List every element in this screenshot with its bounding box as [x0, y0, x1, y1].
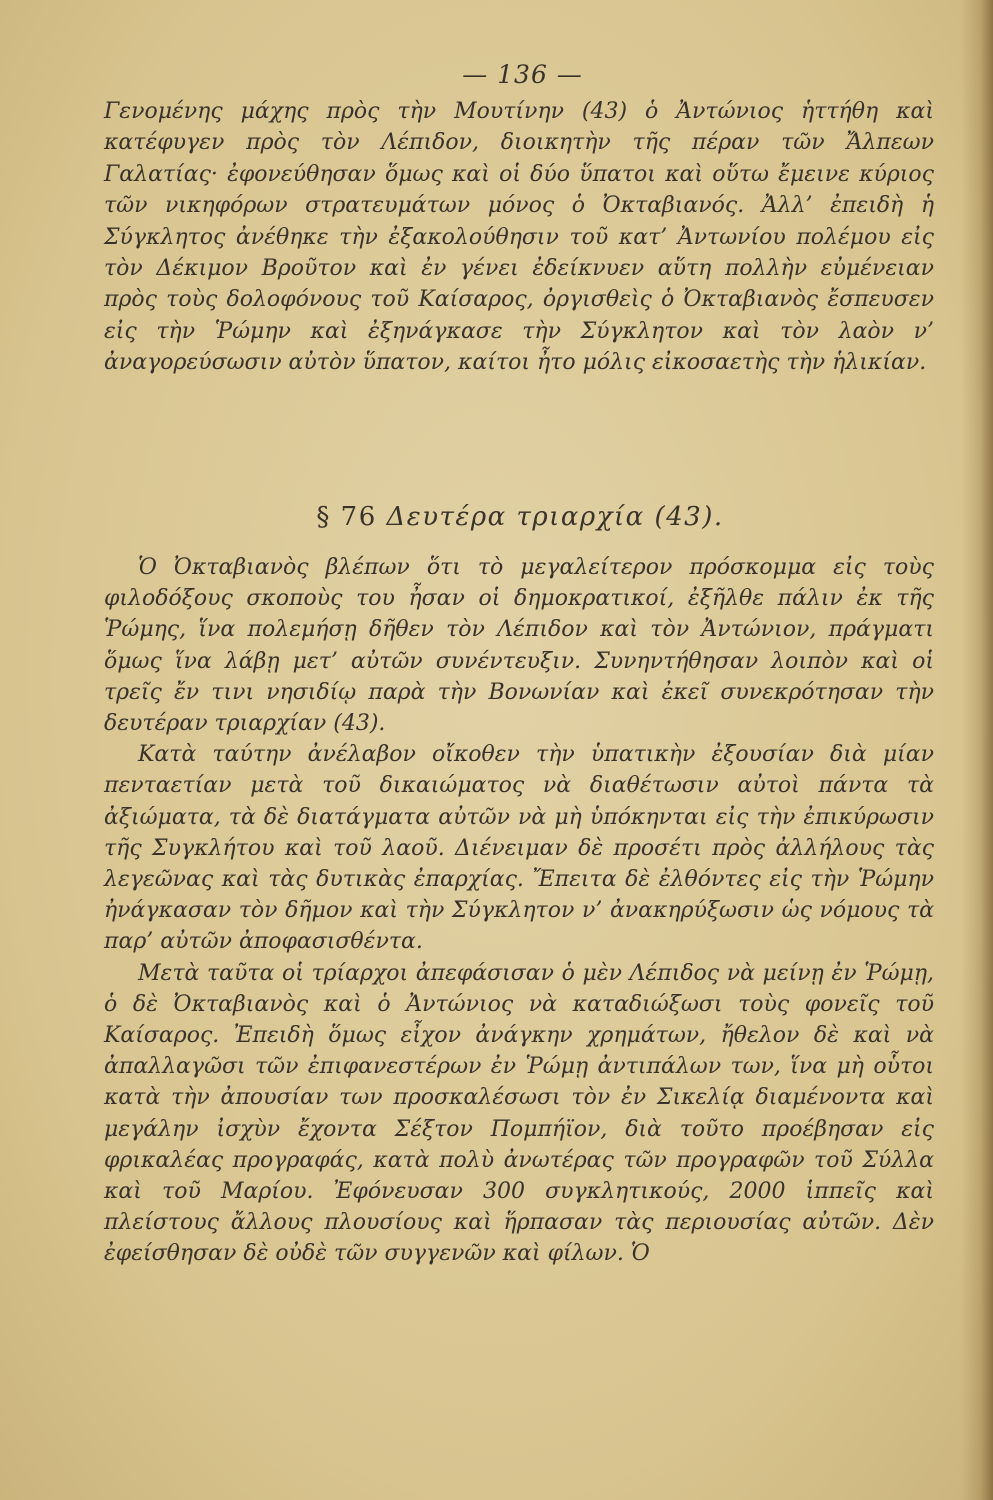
page-number: — 136 — [462, 60, 583, 89]
section-number: § 76 [316, 502, 377, 532]
paragraph: Ὁ Ὀκταβιανὸς βλέπων ὅτι τὸ μεγαλείτερον πρόσκομμα εἰς τοὺς φιλοδόξους σκοποὺς του ἦσαν οἱ δημοκρατικοί, ἐξῆλθε πάλιν ἐκ τῆς Ῥώμης, ἵνα πολεμήσῃ δῆθεν τὸν Λέπιδον καὶ τὸν Ἀντώνιον, πράγματι ὅμως ἵνα λάβῃ μετ’ αὐτῶν συνέντευξιν. Συνηντήθησαν λοιπὸν καὶ οἱ τρεῖς ἔν τινι νησιδίῳ παρὰ τὴν Βονωνίαν καὶ ἐκεῖ συνεκρότησαν τὴν δευτέραν τριαρχίαν (43). [104, 555, 934, 737]
paragraph: Μετὰ ταῦτα οἱ τρίαρχοι ἀπεφάσισαν ὁ μὲν Λέπιδος νὰ μείνῃ ἐν Ῥώμῃ, ὁ δὲ Ὀκταβιανὸς καὶ ὁ Ἀντώνιος νὰ καταδιώξωσι τοὺς φονεῖς τοῦ Καίσαρος. Ἐπειδὴ ὅμως εἶχον ἀνάγκην χρημάτων, ἤθελον δὲ καὶ νὰ ἀπαλλαγῶσι τῶν ἐπιφανεστέρων ἐν Ῥώμῃ ἀντιπάλων των, ἵνα μὴ οὗτοι κατὰ τὴν ἀπουσίαν των προσκαλέσωσι τὸν ἐν Σικελίᾳ διαμένοντα καὶ μεγάλην ἰσχὺν ἔχοντα Σέξτον Πομπήϊον, διὰ τοῦτο προέβησαν εἰς φρικαλέας προγραφάς, κατὰ πολὺ ἀνωτέρας τῶν προγραφῶν τοῦ Σύλλα καὶ τοῦ Μαρίου. Ἐφόνευσαν 300 συγκλητικούς, 2000 ἱππεῖς καὶ πλείστους ἄλλους πλουσίους καὶ ἥρπασαν τὰς περιουσίας αὐτῶν. Δὲν ἐφείσθησαν δὲ οὐδὲ τῶν συγγενῶν καὶ φίλων. Ὁ [104, 960, 934, 1267]
intro-text-block [104, 96, 934, 379]
section-heading [0, 502, 993, 532]
intro-paragraph: Γενομένης μάχης πρὸς τὴν Μουτίνην (43) ὁ Ἀντώνιος ἡττήθη καὶ κατέφυγεν πρὸς τὸν Λέπιδον, διοικητὴν τῆς πέραν τῶν Ἄλπεων Γαλατίας· ἐφονεύθησαν ὅμως καὶ οἱ δύο ὕπατοι καὶ οὕτω ἔμεινε κύριος τῶν νικηφόρων στρατευμάτων μόνος ὁ Ὀκταβιανός. Ἀλλ’ ἐπειδὴ ἡ Σύγκλητος ἀνέθηκε τὴν ἐξακολούθησιν τοῦ κατ’ Ἀντωνίου πολέμου εἰς τὸν Δέκιμον Βροῦτον καὶ ἐν γένει ἐδείκνυεν αὕτη πολλὴν εὐμένειαν πρὸς τοὺς δολοφόνους τοῦ Καίσαρος, ὀργισθεὶς ὁ Ὀκταβιανὸς ἔσπευσεν εἰς τὴν Ῥώμην καὶ ἐξηνάγκασε τὴν Σύγκλητον καὶ τὸν λαὸν ν’ ἀναγορεύσωσιν αὐτὸν ὕπατον, καίτοι ἦτο μόλις εἰκοσαετὴς τὴν ἡλικίαν. [104, 99, 934, 376]
section-body [104, 552, 934, 1270]
page-binding-edge [961, 0, 993, 1500]
paragraph: Κατὰ ταύτην ἀνέλαβον οἴκοθεν τὴν ὑπατικὴν ἐξουσίαν διὰ μίαν πενταετίαν μετὰ τοῦ δικαιώματος νὰ διαθέτωσιν αὐτοὶ πάντα τὰ ἀξιώματα, τὰ δὲ διατάγματα αὐτῶν νὰ μὴ ὑπόκηνται εἰς τὴν ἐπικύρωσιν τῆς Συγκλήτου καὶ τοῦ λαοῦ. Διένειμαν δὲ προσέτι πρὸς ἀλλήλους τὰς λεγεῶνας καὶ τὰς δυτικὰς ἐπαρχίας. Ἔπειτα δὲ ἐλθόντες εἰς τὴν Ῥώμην ἠνάγκασαν τὸν δῆμον καὶ τὴν Σύγκλητον ν’ ἀνακηρύξωσιν ὡς νόμους τὰ παρ’ αὐτῶν ἀποφασισθέντα. [104, 742, 934, 955]
section-title: Δευτέρα τριαρχία (43). [386, 502, 724, 532]
